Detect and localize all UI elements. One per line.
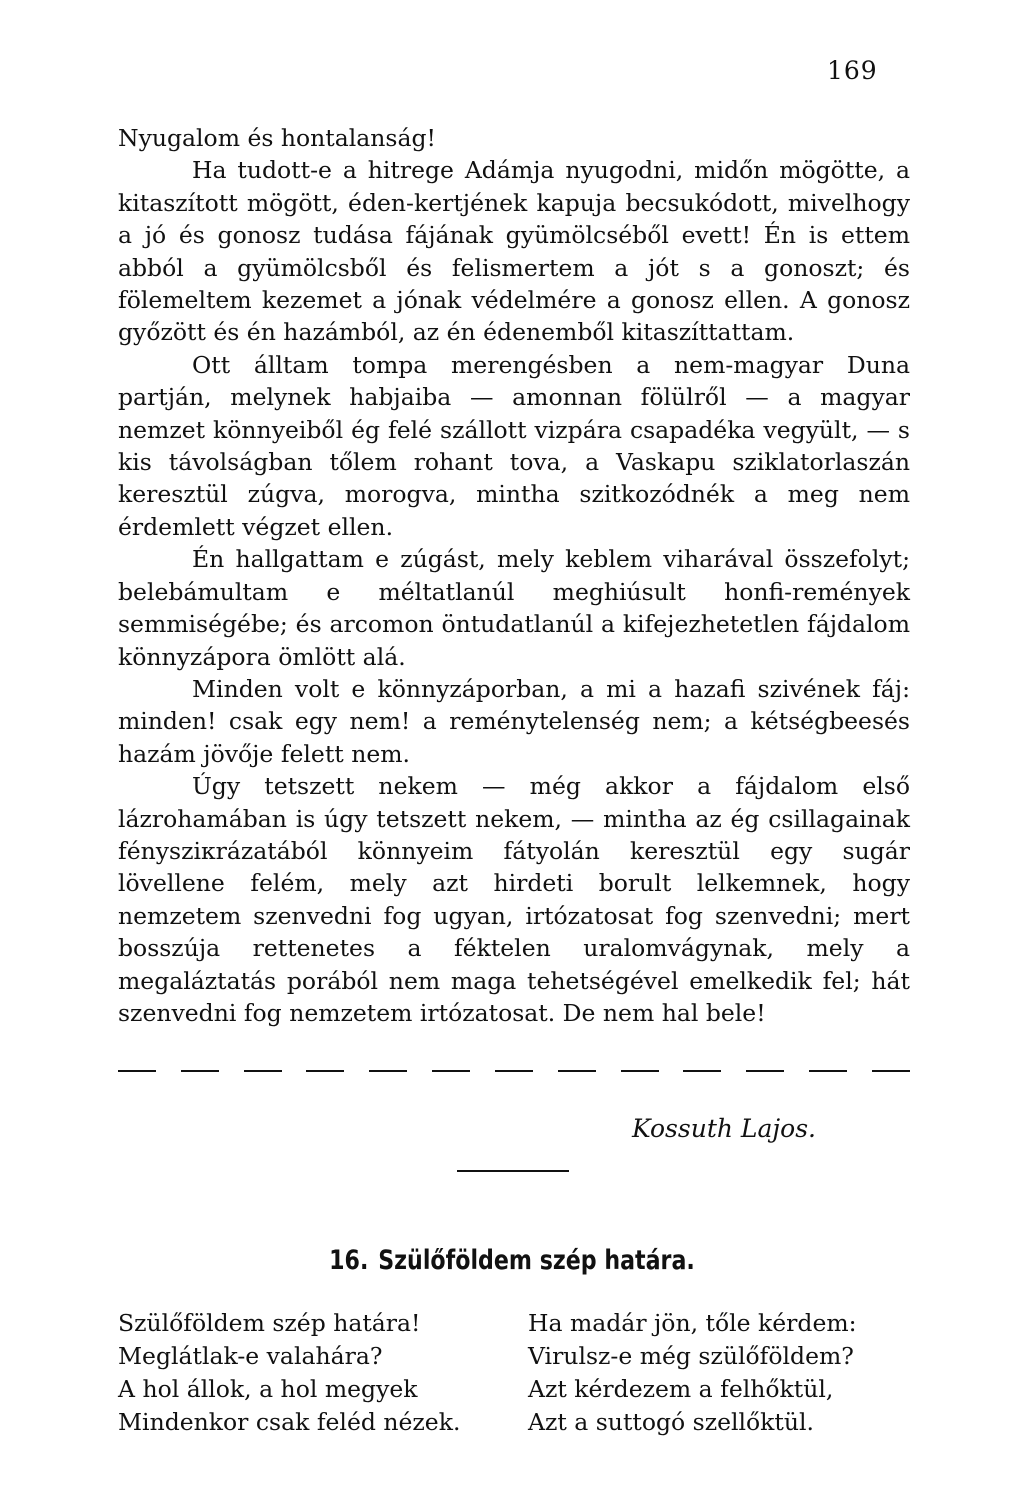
verse-line: Azt kérdezem a felhőktül, — [528, 1375, 834, 1403]
dash — [872, 1070, 910, 1072]
verse-line: Ha madár jön, tőle kérdem: — [528, 1309, 857, 1337]
paragraph: Ott álltam tompa merengésben a nem-magyar Duna partján, melynek habjaiba — amonnan fölülről — a magyar nemzet könnyeiből ég felé szállott vizpára csapadéka vegyült, — s kis távolságban tőlem rohant tova, a Vaskapu sziklatorlaszán keresztül zúgva, morogva, mintha szitkozódnék a meg nem érdemlett végzet ellen. — [118, 350, 910, 541]
page-number: 169 — [827, 56, 878, 85]
poem-heading — [92, 1245, 932, 1276]
dash — [306, 1070, 344, 1072]
verse-line: A hol állok, a hol megyek — [118, 1375, 418, 1403]
verse-line: Virulsz-e még szülőföldem? — [528, 1342, 854, 1370]
dash — [746, 1070, 784, 1072]
poem-number: 16. — [329, 1245, 369, 1276]
dash — [244, 1070, 282, 1072]
prose-text — [118, 122, 910, 1029]
verse-line: Szülőföldem szép határa! — [118, 1309, 421, 1337]
poem-title: Szülőföldem szép határa. — [378, 1245, 695, 1276]
stanza-right — [528, 1307, 857, 1439]
dash — [621, 1070, 659, 1072]
section-divider — [457, 1170, 569, 1172]
dash — [495, 1070, 533, 1072]
verse-line: Azt a suttogó szellőktül. — [528, 1408, 814, 1436]
author-signature: Kossuth Lajos. — [632, 1114, 816, 1143]
paragraph: Nyugalom és hontalanság! — [118, 124, 436, 152]
paragraph: Minden volt e könnyzáporban, a mi a hazafi szivének fáj: minden! csak egy nem! a reménytelenség nem; a kétségbeesés hazám jövője felett nem. — [118, 674, 910, 768]
dash — [683, 1070, 721, 1072]
paragraph: Én hallgattam e zúgást, mely keblem viharával összefolyt; belebámultam e méltatlanúl meghiúsult honfi-remények semmiségébe; és arcomon öntudatlanúl a kifejezhetetlen fájdalom könnyzápora ömlött alá. — [118, 545, 910, 671]
dash-separator — [118, 1070, 910, 1072]
verse-line: Mindenkor csak feléd nézek. — [118, 1408, 461, 1436]
stanza-left — [118, 1307, 460, 1439]
dash — [432, 1070, 470, 1072]
paragraph: Ha tudott-e a hitrege Adámja nyugodni, midőn mögötte, a kitaszított mögött, éden-kertjének kapuja becsukódott, mivelhogy a jó és gonosz tudása fájának gyümölcséből evett! Én is ettem abból a gyümölcsből és felismertem a jót s a gonoszt; és fölemeltem kezemet a jónak védelmére a gonosz ellen. A gonosz győzött és én hazámból, az én édenemből kitaszíttattam. — [118, 156, 910, 347]
paragraph: Úgy tetszett nekem — még akkor a fájdalom első lázrohamában is úgy tetszett nekem, — mintha az ég csillagainak fénysziкrázatából könnyeim fátyolán keresztül egy sugár lövellene felém, mely azt hirdeti borult lelkemnek, hogy nemzetem szenvedni fog ugyan, irtózatosat fog szenvedni; mert bosszúja rettenetes a féktelen uralomvágynak, mely a megaláztatás porából nem maga tehetségével emelkedik fel; hát szenvedni fog nemzetem irtózatosat. De nem hal bele! — [118, 772, 910, 1027]
dash — [369, 1070, 407, 1072]
dash — [558, 1070, 596, 1072]
verse-line: Meglátlak-e valahára? — [118, 1342, 383, 1370]
dash — [809, 1070, 847, 1072]
dash — [118, 1070, 156, 1072]
dash — [181, 1070, 219, 1072]
